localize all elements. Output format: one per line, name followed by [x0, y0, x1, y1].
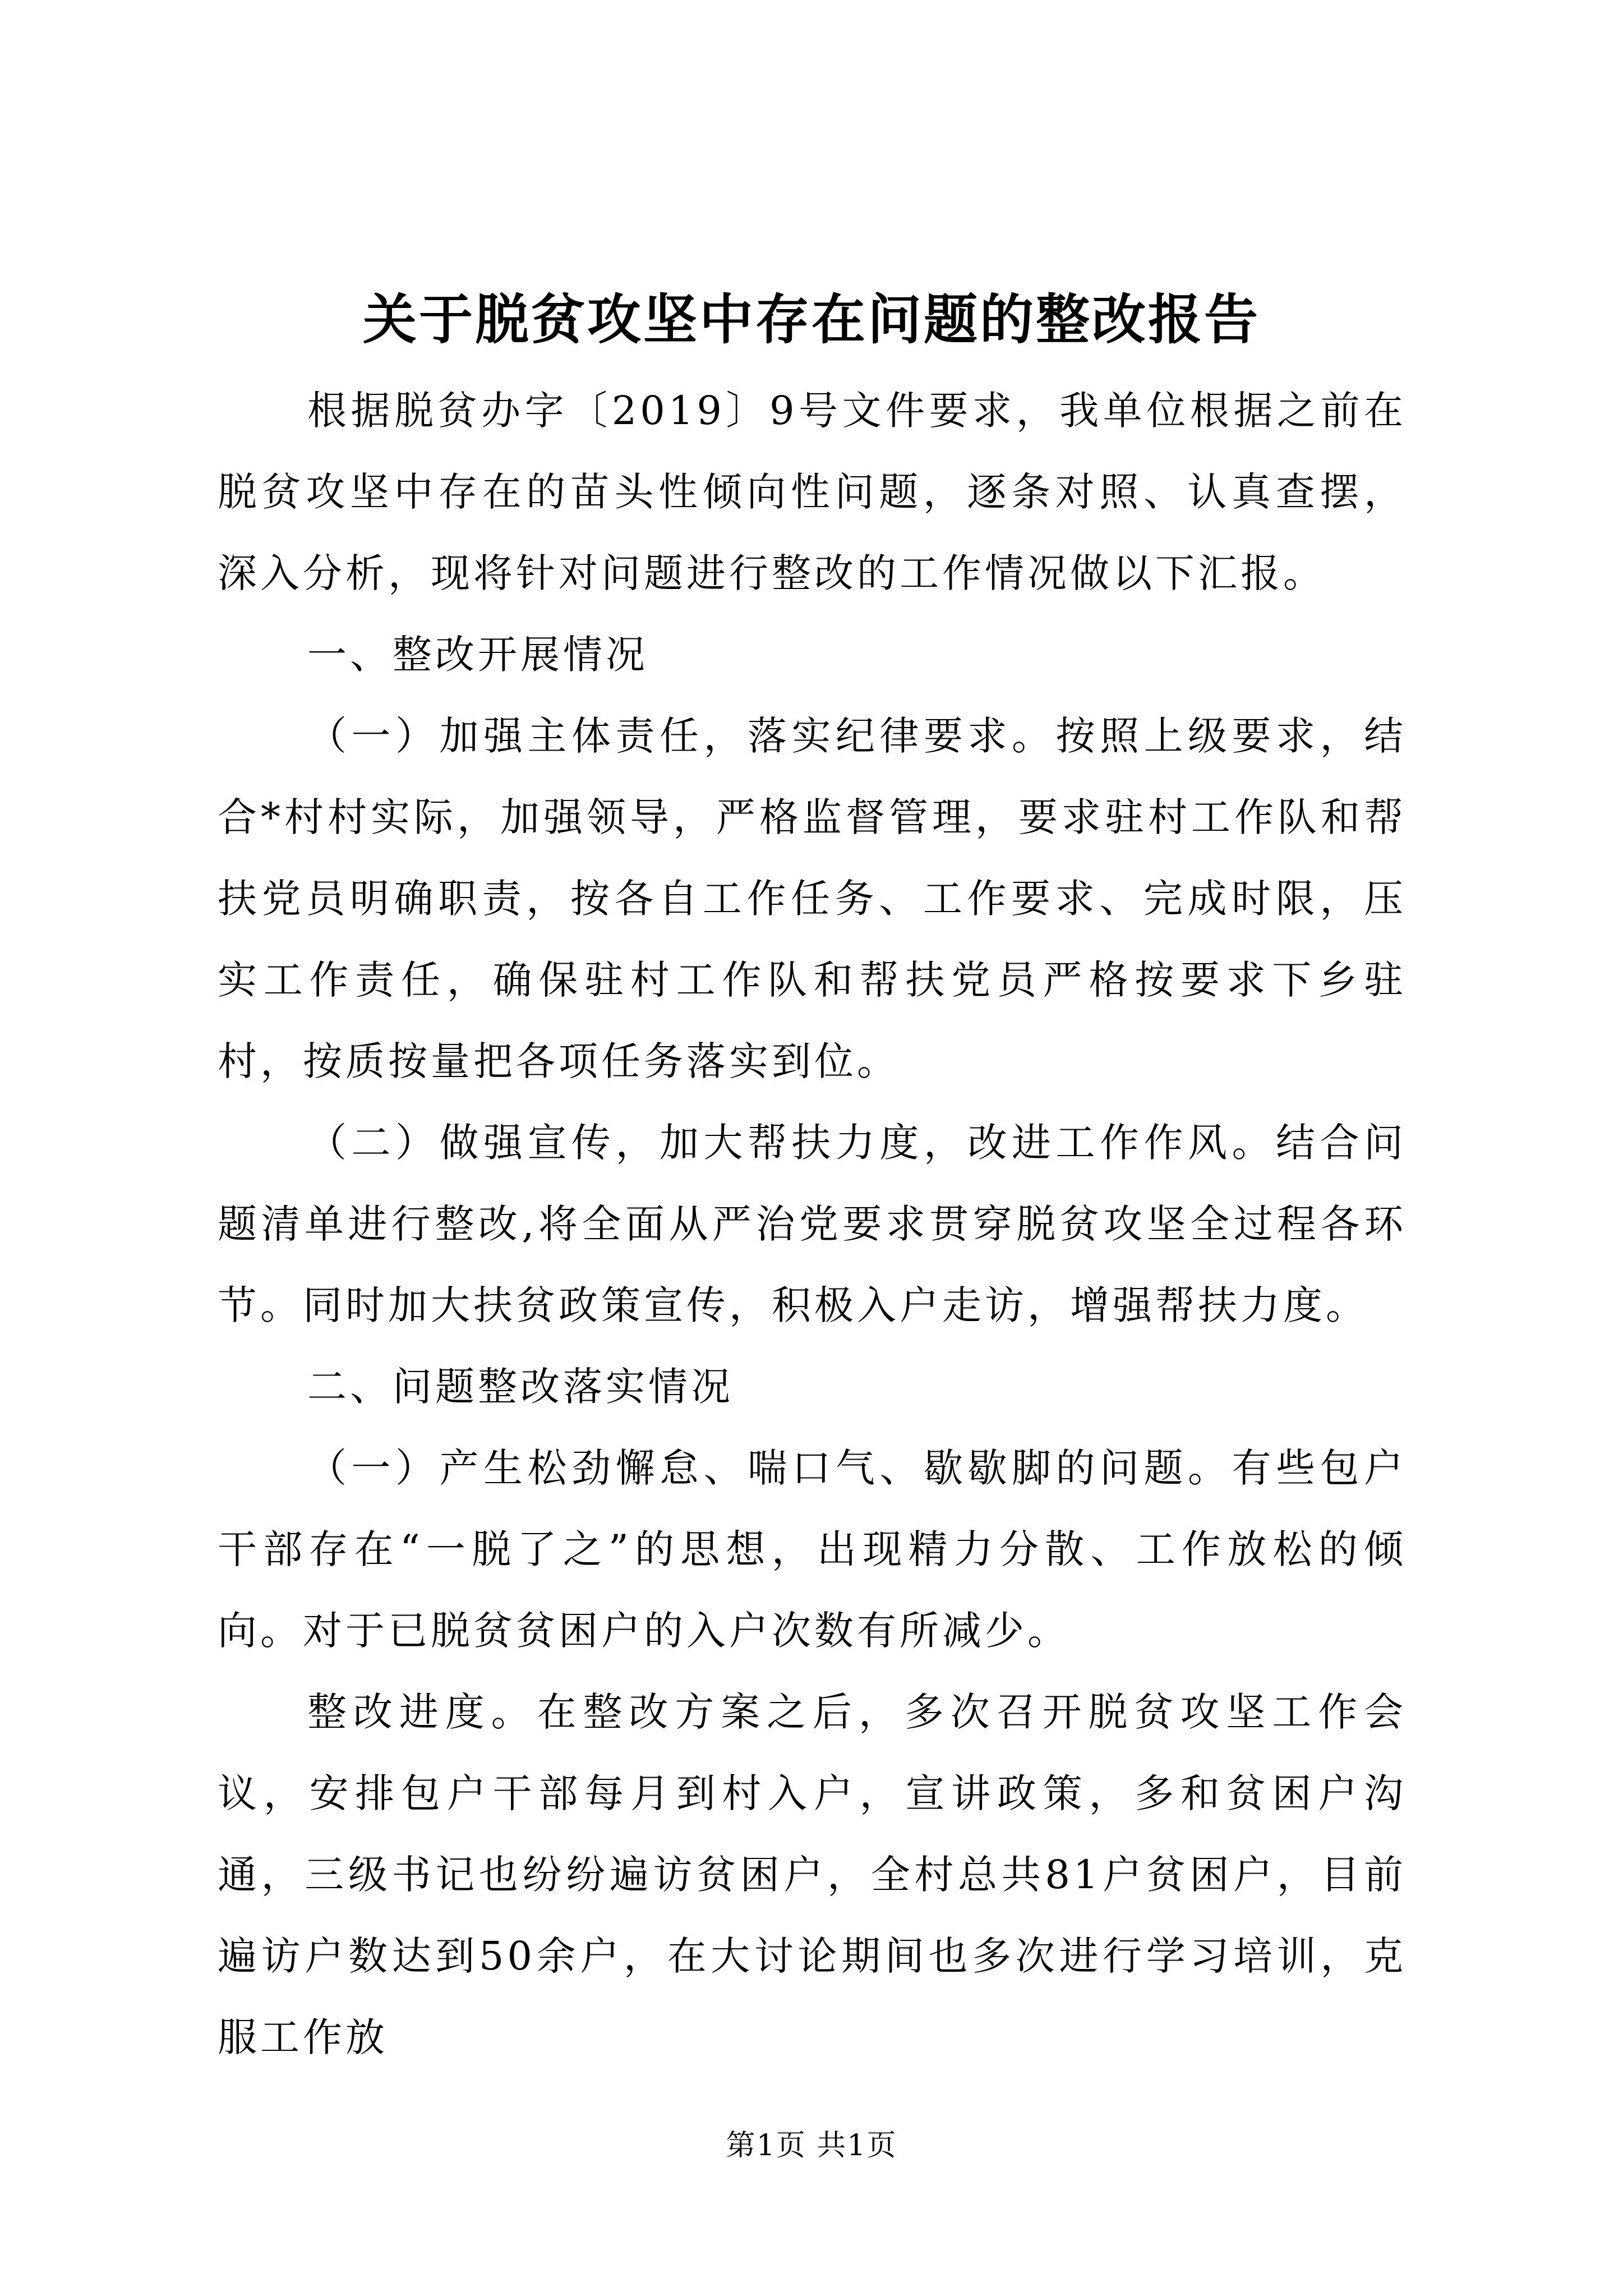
paragraph-1-1: （一）加强主体责任，落实纪律要求。按照上级要求，结合*村村实际，加强领导，严格监督管理，要求驻村工作队和帮扶党员明确职责，按各自工作任务、工作要求、完成时限，压实工作责任，确保驻村工作队和帮扶党员严格按要求下乡驻村，按质按量把各项任务落实到位。 [218, 713, 1407, 1084]
section-heading-2: 二、问题整改落实情况 [307, 1364, 734, 1410]
paragraph-progress: 整改进度。在整改方案之后，多次召开脱贫攻坚工作会议，安排包户干部每月到村入户，宣讲政策，多和贫困户沟通，三级书记也纷纷遍访贫困户，全村总共81户贫困户，目前遍访户数达到50余户，在大讨论期间也多次进行学习培训，克服工作放 [218, 1689, 1407, 2060]
paragraph-1-2: （二）做强宣传，加大帮扶力度，改进工作作风。结合问题清单进行整改,将全面从严治党要求贯穿脱贫攻坚全过程各环节。同时加大扶贫政策宣传，积极入户走访，增强帮扶力度。 [218, 1120, 1407, 1328]
paragraph-2-1: （一）产生松劲懈怠、喘口气、歇歇脚的问题。有些包户干部存在“一脱了之”的思想，出现精力分散、工作放松的倾向。对于已脱贫贫困户的入户次数有所减少。 [218, 1445, 1407, 1654]
paragraph-intro: 根据脱贫办字〔2019〕9号文件要求，我单位根据之前在脱贫攻坚中存在的苗头性倾向性问题，逐条对照、认真查摆，深入分析，现将针对问题进行整改的工作情况做以下汇报。 [218, 388, 1407, 596]
section-heading-1: 一、整改开展情况 [307, 632, 648, 678]
page-title: 关于脱贫攻坚中存在问题的整改报告 [363, 288, 1260, 351]
document-body [218, 370, 1407, 2078]
page-footer: 第1页 共1页 [726, 2129, 897, 2162]
